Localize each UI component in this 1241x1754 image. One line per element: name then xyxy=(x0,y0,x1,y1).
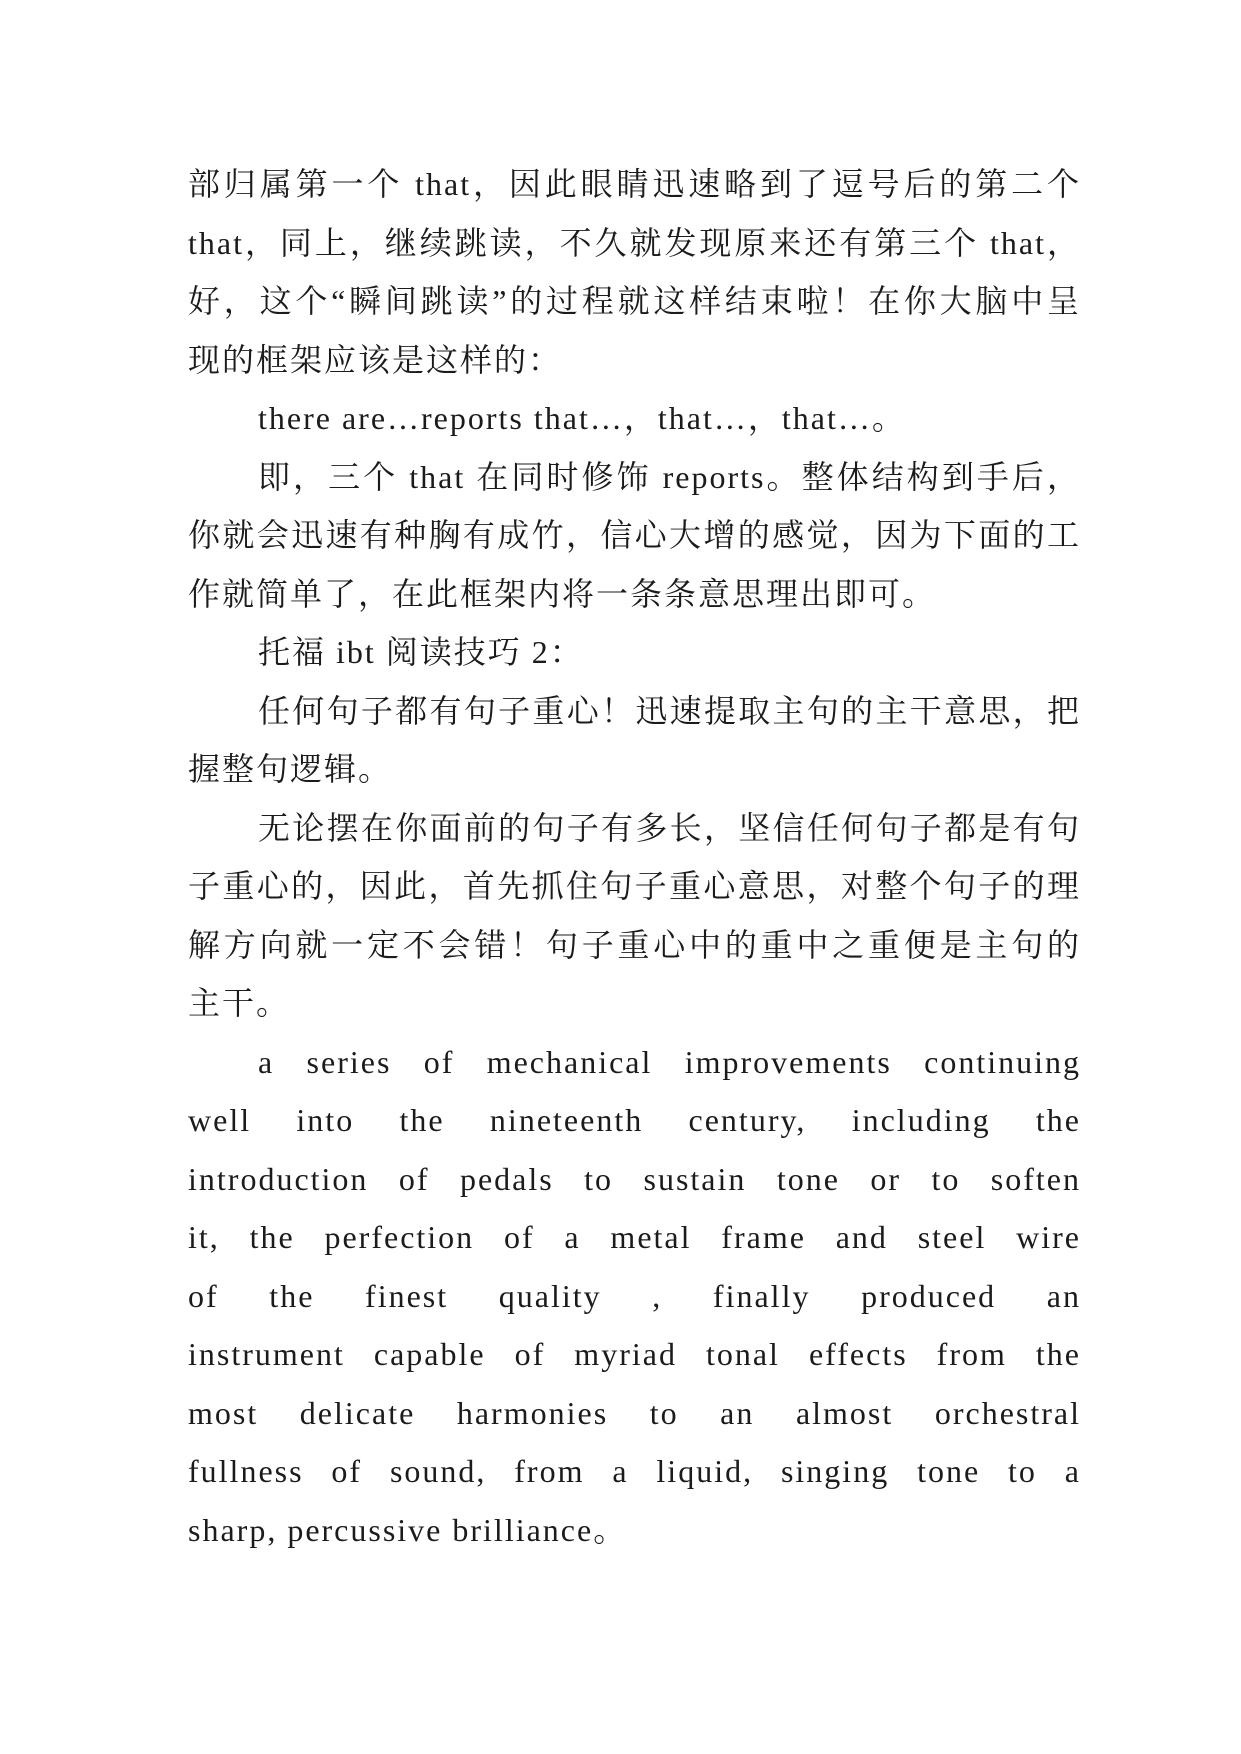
text-line: 现的框架应该是这样的： xyxy=(188,341,563,378)
text-line: 作就简单了，在此框架内将一条条意思理出即可。 xyxy=(188,575,937,612)
text-line: 托福 ibt 阅读技巧 2： xyxy=(258,634,584,670)
text-line: that，同上，继续跳读，不久就发现原来还有第三个 that， xyxy=(188,224,1081,261)
paragraph xyxy=(188,389,1081,448)
text-line: introduction of pedals to sustain tone or to soften xyxy=(188,1160,1081,1197)
text-line: 无论摆在你面前的句子有多长，坚信任何句子都是有句 xyxy=(258,809,1081,846)
text-line: 握整句逻辑。 xyxy=(188,751,393,787)
paragraph xyxy=(188,448,1081,624)
text-block xyxy=(188,155,1081,1559)
text-line: 任何句子都有句子重心！迅速提取主句的主干意思，把 xyxy=(258,692,1081,729)
paragraph xyxy=(188,682,1081,799)
text-line: it, the perfection of a metal frame and steel wire xyxy=(188,1219,1081,1255)
text-line: well into the nineteenth century, including the xyxy=(188,1102,1081,1138)
text-line: sharp, percussive brilliance。 xyxy=(188,1511,628,1548)
paragraph xyxy=(188,155,1081,389)
text-line: 部归属第一个 that，因此眼睛迅速略到了逗号后的第二个 xyxy=(188,166,1081,202)
text-line: most delicate harmonies to an almost orchestral xyxy=(188,1394,1081,1431)
paragraph xyxy=(188,1033,1081,1560)
text-line: 即，三个 that 在同时修饰 reports。整体结构到手后， xyxy=(258,458,1081,495)
text-line: a series of mechanical improvements continuing xyxy=(258,1043,1081,1080)
text-line: fullness of sound, from a liquid, singing tone to a xyxy=(188,1453,1081,1489)
paragraph xyxy=(188,623,1081,682)
text-line: 好，这个“瞬间跳读”的过程就这样结束啦！在你大脑中呈 xyxy=(188,283,1081,319)
text-line: 子重心的，因此，首先抓住句子重心意思，对整个句子的理 xyxy=(188,868,1081,904)
text-line: instrument capable of myriad tonal effects from the xyxy=(188,1336,1081,1372)
text-line: 你就会迅速有种胸有成竹，信心大增的感觉，因为下面的工 xyxy=(188,517,1081,553)
text-line: of the finest quality , finally produced an xyxy=(188,1277,1081,1314)
text-line: 解方向就一定不会错！句子重心中的重中之重便是主句的 xyxy=(188,926,1081,963)
text-line: there are…reports that…，that…，that…。 xyxy=(258,400,906,436)
paragraph xyxy=(188,799,1081,1033)
text-line: 主干。 xyxy=(188,985,291,1021)
